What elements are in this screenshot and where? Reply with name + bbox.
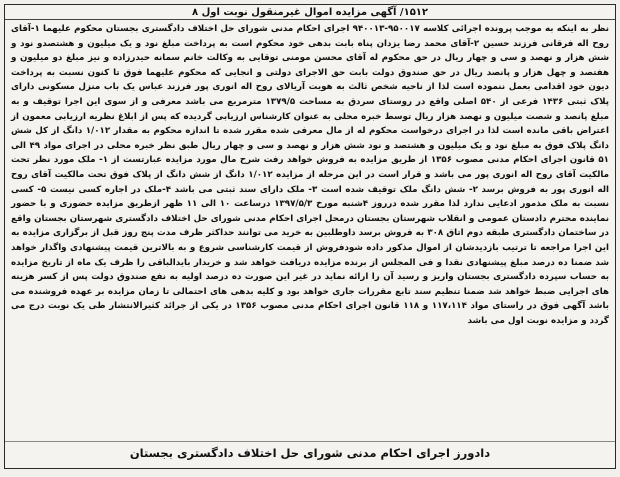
notice-header: ۱۵۱۲/ آگهی مزایده اموال غیرمنقول نوبت اول ۸ (5, 5, 615, 20)
notice-signature: دادورز اجرای احکام مدنی شورای حل اختلاف دادگستری بجستان (5, 441, 615, 466)
legal-notice-clipping (4, 4, 616, 469)
notice-body: نظر به اینکه به موجب پرونده اجرائی کلاسه ۹۵۰۰۱۷-۹۴۰۰۱۳ اجرای احکام مدنی شورای حل اختلاف دادگستری بجستان محکوم علیهما ۱-آقای روح اله فرقانی فرزند حسین ۲-آقای محمد رضا یزدان پناه بابت بدهی خود محکوم است به پرداخت مبلغ نود و یک میلیون و هشتصدو نود و شش هزار و نهصد و سی و چهار ریال در حق محکوم له آقای محسن مومنی توقایی به وکالت خانم سمانه حیدرزاده و نیز مبلغ دو میلیون و هفتصد و چهل هزار و پانصد ریال در حق صندوق دولت بابت حق الاجرای دولتی و انجایی که محکوم علیهما فوق تا کنون نسبت به پرداخت دیون خود اقدامی بعمل ننموده است لذا از ناحیه شخص ثالث به هویت آریالای روح اله انوری پور فرزند عباس یک باب منزل مسکونی دارای پلاک ثبتی ۱۴۳۶ فرعی از ۵۴۰ اصلی واقع در روستای سردق به مساحت ۱۳۷۹/۵ مترمربع می باشد معرفی و از سوی این اجرا توقیف و به مبلغ پانصد و شصت میلیون و نهصد هزار ریال توسط خبره محلی به عنوان کارشناس ارزیابی گردیده که پس از ابلاغ نظریه ارزیابی معمون از اعتراض باقی مانده است لذا در اجرای درخواست محکوم له از مال معرفی شده مقرر شده تا اندازه محکوم به مقدار ۱/۰۱۲ دانگ از کل شش دانگ پلاک فوق به مبلغ نود و یک میلیون و هشتصد و نود شش هزار و نهصد و سی و چهار ریال طبق نظر خبره محلی در اجرای مواد ۴۹ الی ۵۱ قانون اجرای احکام مدنی مصوب ۱۳۵۶ از طریق مزایده به فروش خواهد رفت شرح مال مورد مزایده عبارتست از ۱- ملک مورد نظر تحت مالکیت آقای روح اله انوری پور می باشد و قرار است در این مرحله از مزایده ۱/۰۱۲ دانگ از شش دانگ از پلاک فوق تحت مالکیت آقای روح اله انوری پور به فروش برسد ۲- شش دانگ ملک توقیف شده است ۳- ملک دارای سند ثبتی می باشد ۴-ملک در اجاره کسی نیست ۵- کسی نسبت به ملک مذمور ادعایی ندارد لذا مقرر شده درروز ۴شنبه مورخ ۱۳۹۷/۵/۳ درساعت ۱۰ الی ۱۱ ظهر ازطریق مزایده حضوری و با حضور نماینده محترم دادستان عمومی و انقلاب شهرستان بجستان درمحل اجرای احکام مدنی شورای حل اختلاف دادگستری شهرستان بجستان واقع در ساختمان دادگستری طبقه دوم اتاق ۳۰۸ به فروش برسد داوطلبین به خرید می توانند حداکثر ظرف مدت پنج روز قبل از برگزاری مزایده به این اجرا مراجعه تا ترتیب بازدیدشان از اموال مذکور داده شودفروش از قیمت کارشناسی شروع و به بالاترین قیمت پیشنهادی واگذار خواهد شد ضمنا ده درصد مبلغ پیشنهادی نقدا و فی المجلس از برنده مزایده دریافت خواهد شد و خریدار بایدالباقی را ظرف یک ماه از تاریخ مزایده به حساب سپرده دادگستری بجستان واریز و رسید آن را ارائه نماید در غیر این صورت ده درصد اولیه به نفع صندوق دولت پس از کسر هزینه های اجرایی ضبط خواهد شد ضمنا تنظیم سند تابع مقررات جاری خواهد بود و کلیه بدهی های احتمالی تا زمان مزایده بر عهده فروشنده می باشد آگهی فوق در راستای مواد ۱۱۷،۱۱۴ و ۱۱۸ قانون اجرای احکام مدنی مصوب ۱۳۵۶ در یکی از جرائد کثیرالانتشار طی یک نوبت درج می گردد و مزایده نوبت اول می باشد (11, 24, 610, 326)
